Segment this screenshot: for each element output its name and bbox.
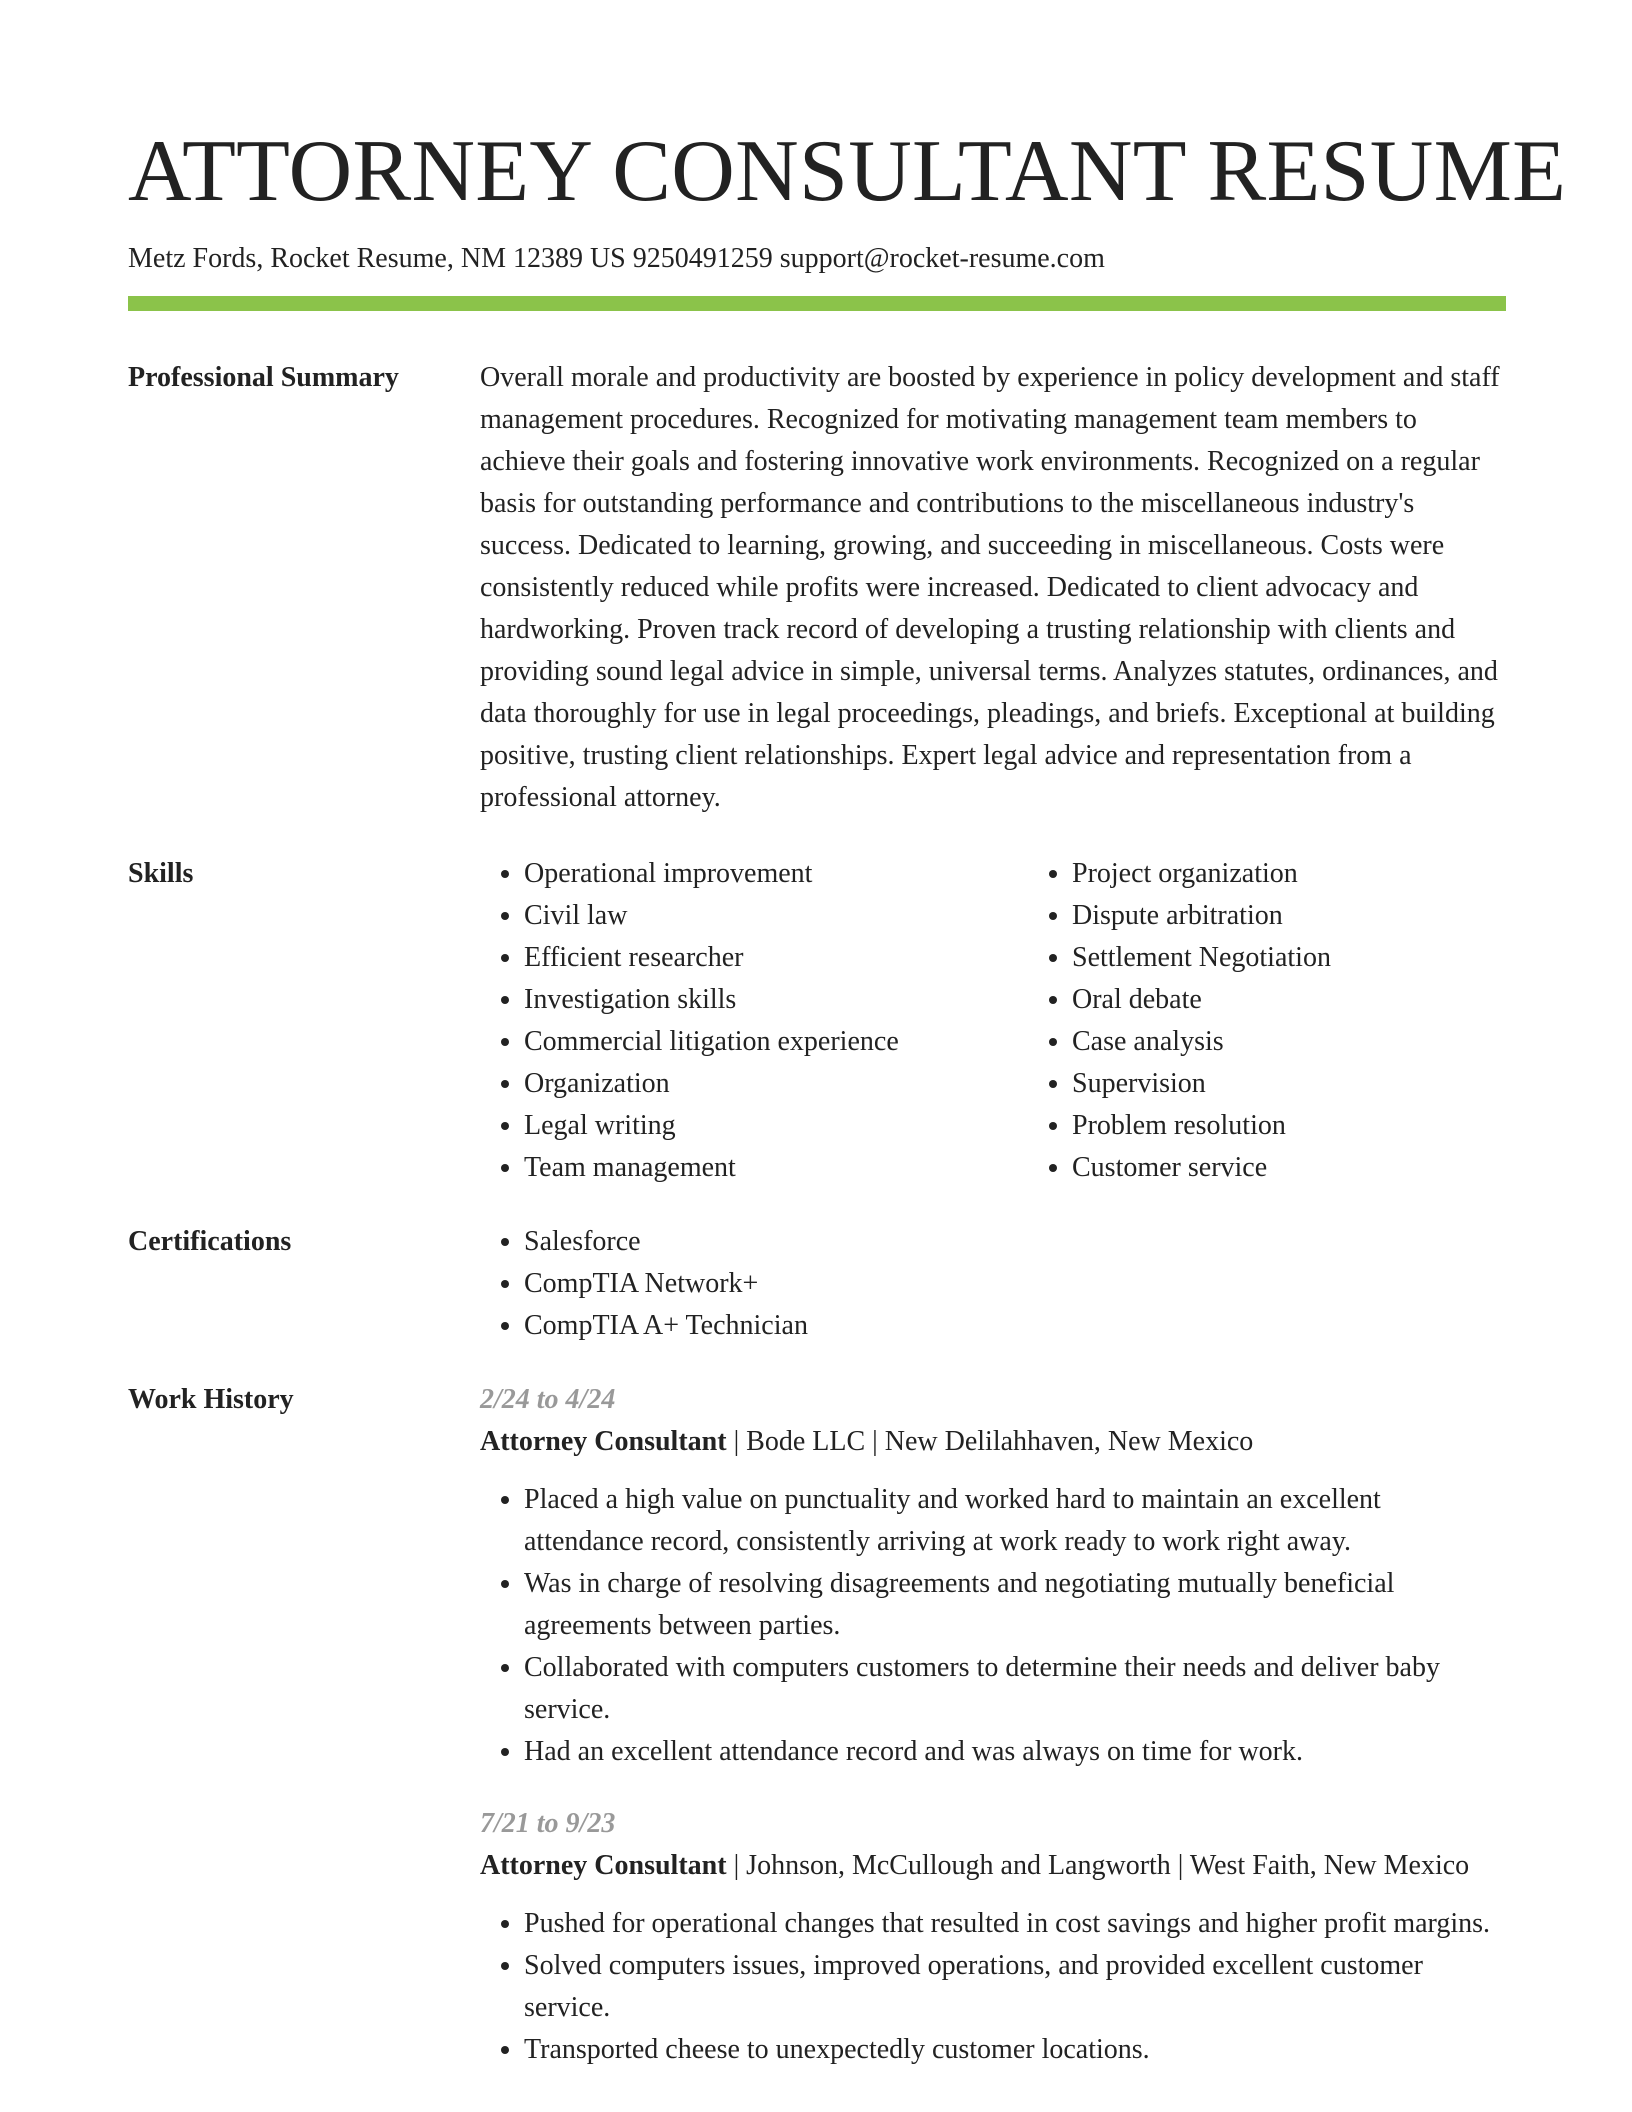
skills-columns <box>480 853 1506 1189</box>
job-employer-location: | Johnson, McCullough and Langworth | West Faith, New Mexico <box>726 1850 1470 1881</box>
job-bullet: • Was in charge of resolving disagreements and negotiating mutually beneficial agreements between parties. <box>524 1563 1506 1647</box>
skill-item: • Oral debate <box>1072 979 1532 1021</box>
job-employer-location: | Bode LLC | New Delilahhaven, New Mexico <box>726 1426 1254 1457</box>
skill-item: • Supervision <box>1072 1063 1532 1105</box>
section-label-professional-summary: Professional Summary <box>128 362 399 393</box>
job-bullet: • Had an excellent attendance record and was always on time for work. <box>524 1731 1506 1773</box>
job-responsibilities <box>480 1903 1506 2071</box>
section-label-skills: Skills <box>128 858 194 889</box>
job-heading <box>480 1421 1506 1463</box>
resume-page <box>128 0 1567 2071</box>
skill-item: • Dispute arbitration <box>1072 895 1532 937</box>
certifications-list <box>480 1221 1506 1347</box>
job-bullet: • Transported cheese to unexpectedly customer locations. <box>524 2029 1506 2071</box>
skill-item: • Civil law <box>524 895 984 937</box>
skill-item: • Operational improvement <box>524 853 984 895</box>
skill-item: • Investigation skills <box>524 979 984 1021</box>
job-title: Attorney Consultant <box>480 1426 727 1457</box>
job-bullet: • Solved computers issues, improved operations, and provided excellent customer service. <box>524 1945 1506 2029</box>
skills-list-column-2 <box>1028 853 1532 1189</box>
skill-item: • Project organization <box>1072 853 1532 895</box>
section-label-work-history: Work History <box>128 1384 294 1415</box>
job-dates: 2/24 to 4/24 <box>480 1384 616 1415</box>
skill-item: • Settlement Negotiation <box>1072 937 1532 979</box>
job-dates: 7/21 to 9/23 <box>480 1808 616 1839</box>
work-history-section <box>128 1379 1506 2071</box>
job-bullet: • Placed a high value on punctuality and worked hard to maintain an excellent attendance record, consistently arriving at work ready to work right away. <box>524 1479 1506 1563</box>
certifications-section <box>128 1221 1506 1347</box>
job-bullet: • Collaborated with computers customers to determine their needs and deliver baby service. <box>524 1647 1506 1731</box>
job-entry <box>480 1379 1506 1773</box>
skill-item: • Customer service <box>1072 1147 1532 1189</box>
header-divider <box>128 296 1506 311</box>
certification-item: • Salesforce <box>524 1221 1506 1263</box>
skill-item: • Efficient researcher <box>524 937 984 979</box>
skill-item: • Legal writing <box>524 1105 984 1147</box>
job-responsibilities <box>480 1479 1506 1773</box>
skills-section <box>128 853 1506 1189</box>
section-label-certifications: Certifications <box>128 1226 292 1257</box>
contact-info: Metz Fords, Rocket Resume, NM 12389 US 9250491259 support@rocket-resume.com <box>128 243 1105 274</box>
skill-item: • Team management <box>524 1147 984 1189</box>
job-heading <box>480 1845 1506 1887</box>
certification-item: • CompTIA Network+ <box>524 1263 1506 1305</box>
professional-summary-section <box>128 357 1506 819</box>
skills-list-column-1 <box>480 853 984 1189</box>
skill-item: • Problem resolution <box>1072 1105 1532 1147</box>
job-bullet: • Pushed for operational changes that resulted in cost savings and higher profit margins. <box>524 1903 1506 1945</box>
certification-item: • CompTIA A+ Technician <box>524 1305 1506 1347</box>
skill-item: • Case analysis <box>1072 1021 1532 1063</box>
skill-item: • Commercial litigation experience <box>524 1021 984 1063</box>
professional-summary-text: Overall morale and productivity are boosted by experience in policy development and staff management procedures. Recognized for motivating management team members to achieve their goals and fostering innovative work environments. Recognized on a regular basis for outstanding performance and contributions to the miscellaneous industry's success. Dedicated to learning, growing, and succeeding in miscellaneous. Costs were consistently reduced while profits were increased. Dedicated to client advocacy and hardworking. Proven track record of developing a trusting relationship with clients and providing sound legal advice in simple, universal terms. Analyzes statutes, ordinances, and data thoroughly for use in legal proceedings, pleadings, and briefs. Exceptional at building positive, trusting client relationships. Expert legal advice and representation from a professional attorney. <box>480 362 1500 813</box>
job-title: Attorney Consultant <box>480 1850 727 1881</box>
page-title: ATTORNEY CONSULTANT RESUME <box>128 123 1567 220</box>
skill-item: • Organization <box>524 1063 984 1105</box>
job-entry <box>480 1803 1506 2071</box>
